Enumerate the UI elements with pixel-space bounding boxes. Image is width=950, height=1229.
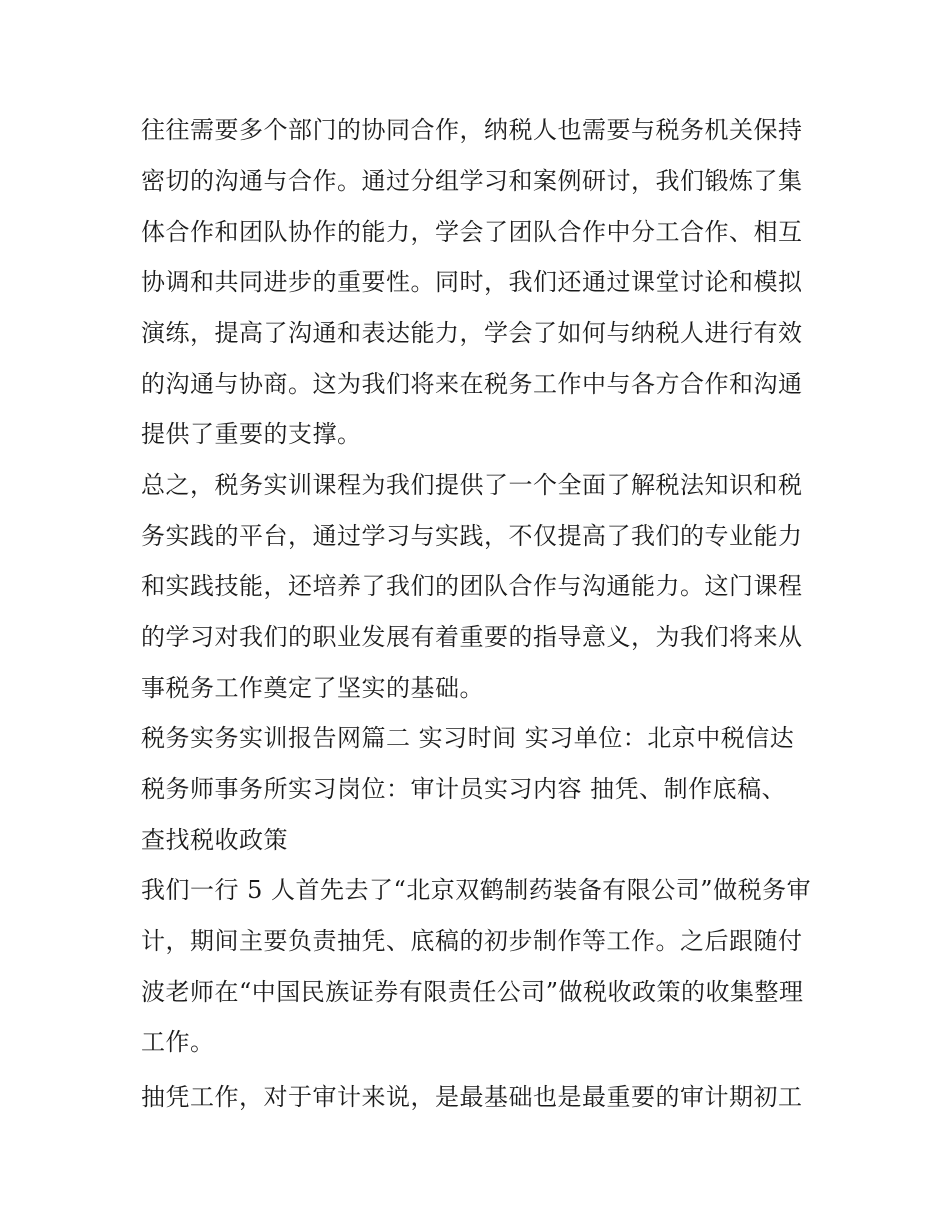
text-line: 税务师事务所实习岗位：审计员实习内容 抽凭、制作底稿、 xyxy=(141,775,787,803)
text-line: 总之，税务实训课程为我们提供了一个全面了解税法知识和税 xyxy=(141,471,803,499)
text-line: 计，期间主要负责抽凭、底稿的初步制作等工作。之后跟随付 xyxy=(141,927,803,955)
text-line: 务实践的平台，通过学习与实践，不仅提高了我们的专业能力 xyxy=(141,522,803,550)
text-line: 体合作和团队协作的能力，学会了团队合作中分工合作、相互 xyxy=(141,218,803,246)
text-line: 工作。 xyxy=(141,1028,215,1056)
text-line: 抽凭工作，对于审计来说，是最基础也是最重要的审计期初工 xyxy=(141,1083,803,1111)
text-line: 协调和共同进步的重要性。同时，我们还通过课堂讨论和模拟 xyxy=(141,268,803,296)
text-line: 波老师在“中国民族证券有限责任公司”做税收政策的收集整理 xyxy=(141,978,804,1006)
text-line: 我们一行 5 人首先去了“北京双鹤制药装备有限公司”做税务审 xyxy=(141,876,812,904)
text-line: 密切的沟通与合作。通过分组学习和案例研讨，我们锻炼了集 xyxy=(141,167,803,195)
text-line: 的沟通与协商。这为我们将来在税务工作中与各方合作和沟通 xyxy=(141,370,803,398)
text-line: 和实践技能，还培养了我们的团队合作与沟通能力。这门课程 xyxy=(141,572,803,600)
text-line: 税务实务实训报告网篇二 实习时间 实习单位：北京中税信达 xyxy=(141,724,795,752)
text-line: 查找税收政策 xyxy=(141,826,288,854)
text-line: 的学习对我们的职业发展有着重要的指导意义，为我们将来从 xyxy=(141,623,803,651)
text-line: 演练，提高了沟通和表达能力，学会了如何与纳税人进行有效 xyxy=(141,319,803,347)
text-line: 往往需要多个部门的协同合作，纳税人也需要与税务机关保持 xyxy=(141,116,803,144)
text-line: 提供了重要的支撑。 xyxy=(141,420,362,448)
text-line: 事税务工作奠定了坚实的基础。 xyxy=(141,674,484,702)
